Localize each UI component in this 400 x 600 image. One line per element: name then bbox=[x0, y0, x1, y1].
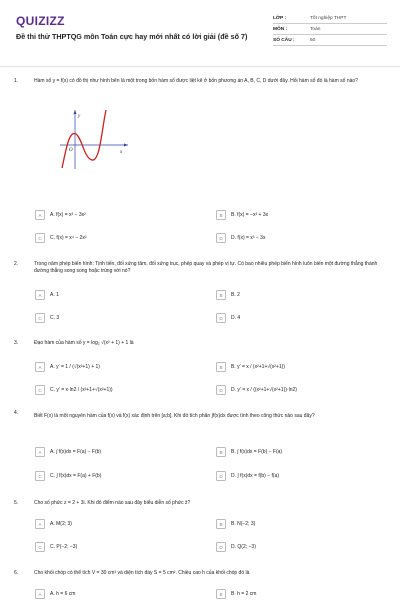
function-graph bbox=[60, 108, 130, 170]
quizizz-logo: QUIZIZZ bbox=[16, 14, 65, 28]
option-d[interactable] bbox=[216, 232, 265, 244]
option-text: B. y′ = x / (x²+1+√(x²+1)) bbox=[231, 364, 285, 370]
option-b[interactable] bbox=[216, 518, 255, 530]
option-letter: B bbox=[216, 589, 226, 599]
option-text: D. y′ = x / ((x²+1+√(x²+1))·ln2) bbox=[231, 387, 297, 393]
option-text: B. f(x) = −x³ + 3x bbox=[231, 212, 269, 218]
option-d[interactable] bbox=[216, 470, 279, 482]
option-text: A. f(x) = x³ − 3x² bbox=[50, 212, 86, 218]
option-a[interactable] bbox=[35, 361, 100, 373]
function-curve bbox=[62, 110, 106, 168]
option-letter: A bbox=[35, 210, 45, 220]
option-letter: B bbox=[216, 519, 226, 529]
option-b[interactable] bbox=[216, 588, 256, 600]
option-c[interactable] bbox=[35, 541, 77, 553]
meta-row-class bbox=[273, 13, 387, 24]
option-d[interactable] bbox=[216, 384, 297, 396]
meta-label: SỐ CÂU : bbox=[273, 37, 295, 43]
option-c[interactable] bbox=[35, 470, 101, 482]
option-text: B. 2 bbox=[231, 292, 240, 298]
x-axis-arrow bbox=[124, 144, 128, 147]
option-b[interactable] bbox=[216, 361, 285, 373]
y-axis-arrow bbox=[74, 110, 77, 114]
option-c[interactable] bbox=[35, 232, 87, 244]
question-text: Hàm số y = f(x) có đồ thị như hình bên là một trong bốn hàm số được liệt kê ở bốn phương án A, B, C, D dưới đây. Hỏi hàm số đó là hàm số nào? bbox=[34, 78, 358, 84]
option-c[interactable] bbox=[35, 312, 59, 324]
option-text: D. Q(2; −3) bbox=[231, 544, 256, 550]
option-letter: B bbox=[216, 362, 226, 372]
option-letter: D bbox=[216, 542, 226, 552]
option-b[interactable] bbox=[216, 209, 268, 221]
option-text: A. M(2; 3) bbox=[50, 521, 72, 527]
option-letter: A bbox=[35, 447, 45, 457]
option-letter: A bbox=[35, 290, 45, 300]
option-letter: C bbox=[35, 313, 45, 323]
option-letter: A bbox=[35, 519, 45, 529]
option-text: C. 3 bbox=[50, 315, 60, 321]
option-letter: D bbox=[216, 471, 226, 481]
option-letter: C bbox=[35, 471, 45, 481]
option-c[interactable] bbox=[35, 384, 113, 396]
option-text: D. f(x) = x³ − 3x bbox=[231, 235, 266, 241]
question-text: Trong năm phép biến hình: Tịnh tiến, đối xứng tâm, đối xứng trục, phép quay và phép vị tự. Có bao nhiêu phép biến hình luôn biến một đường thẳng thành đường thẳng song song hoặc trùng với nó? bbox=[34, 261, 378, 274]
option-text: C. y′ = x·ln2 / (x²+1+√(x²+1)) bbox=[50, 387, 113, 393]
question-text: Biết F(x) là một nguyên hàm của f(x) và f(x) xác định trên [a;b]. Khi đó tích phân ∫f(x)dx được tính theo công thức nào sau đây? bbox=[34, 413, 315, 419]
document-title: Đề thi thử THPTQG môn Toán cực hay mới nhất có lời giải (đề số 7) bbox=[16, 32, 248, 41]
option-a[interactable] bbox=[35, 209, 86, 221]
option-letter: D bbox=[216, 233, 226, 243]
option-text: C. ∫ f(x)dx = F(a) + F(b) bbox=[50, 473, 102, 479]
option-letter: B bbox=[216, 447, 226, 457]
option-letter: D bbox=[216, 313, 226, 323]
option-text: A. ∫ f(x)dx = F(a) − F(b) bbox=[50, 449, 102, 455]
option-a[interactable] bbox=[35, 518, 72, 530]
question-number: 1. bbox=[14, 78, 19, 84]
option-text: C. P(−2; −3) bbox=[50, 544, 78, 550]
option-text: B. h = 2 cm bbox=[231, 591, 257, 597]
document-header bbox=[0, 0, 400, 62]
question-text: Đạo hàm của hàm số y = log₂ √(x² + 1) + 1 là bbox=[34, 340, 134, 346]
option-b[interactable] bbox=[216, 446, 282, 458]
meta-value: 50 bbox=[310, 37, 316, 43]
meta-label: LỚP : bbox=[273, 15, 287, 21]
option-text: D. 4 bbox=[231, 315, 241, 321]
origin-label: O bbox=[69, 148, 73, 153]
option-a[interactable] bbox=[35, 289, 59, 301]
header-divider bbox=[0, 66, 400, 67]
y-axis-label: y bbox=[78, 114, 81, 119]
meta-row-subject bbox=[273, 24, 387, 35]
question-number: 4. bbox=[14, 410, 19, 416]
option-text: A. y′ = 1 / (√(x²+1) + 1) bbox=[50, 364, 100, 370]
option-letter: A bbox=[35, 362, 45, 372]
question-number: 3. bbox=[14, 340, 19, 346]
option-text: C. f(x) = x⁴ − 2x² bbox=[50, 235, 87, 241]
option-text: A. h = 6 cm bbox=[50, 591, 76, 597]
x-axis-label: x bbox=[120, 150, 123, 155]
option-letter: C bbox=[35, 385, 45, 395]
option-b[interactable] bbox=[216, 289, 240, 301]
meta-table bbox=[273, 13, 387, 46]
question-number: 6. bbox=[14, 570, 19, 576]
option-letter: D bbox=[216, 385, 226, 395]
option-a[interactable] bbox=[35, 588, 75, 600]
option-a[interactable] bbox=[35, 446, 101, 458]
option-d[interactable] bbox=[216, 541, 256, 553]
option-letter: A bbox=[35, 589, 45, 599]
option-letter: C bbox=[35, 542, 45, 552]
meta-value: Tốt nghiệp THPT bbox=[310, 15, 347, 21]
option-text: D. ∫ f(x)dx = f(b) − f(a) bbox=[231, 473, 280, 479]
meta-row-count bbox=[273, 35, 387, 46]
option-letter: C bbox=[35, 233, 45, 243]
option-d[interactable] bbox=[216, 312, 240, 324]
option-text: B. N(−2; 3) bbox=[231, 521, 256, 527]
option-text: A. 1 bbox=[50, 292, 59, 298]
meta-value: Toán bbox=[310, 26, 321, 32]
option-letter: B bbox=[216, 210, 226, 220]
option-text: B. ∫ f(x)dx = F(b) − F(a) bbox=[231, 449, 283, 455]
meta-label: MÔN : bbox=[273, 26, 288, 32]
question-text: Cho khối chóp có thể tích V = 30 cm³ và diện tích đáy S = 5 cm². Chiều cao h của khối chóp đó là bbox=[34, 570, 250, 576]
option-letter: B bbox=[216, 290, 226, 300]
question-number: 2. bbox=[14, 261, 19, 267]
question-text: Cho số phức z = 2 + 3i. Khi đó điểm nào sau đây biểu diễn số phức z̄? bbox=[34, 500, 191, 506]
question-number: 5. bbox=[14, 500, 19, 506]
